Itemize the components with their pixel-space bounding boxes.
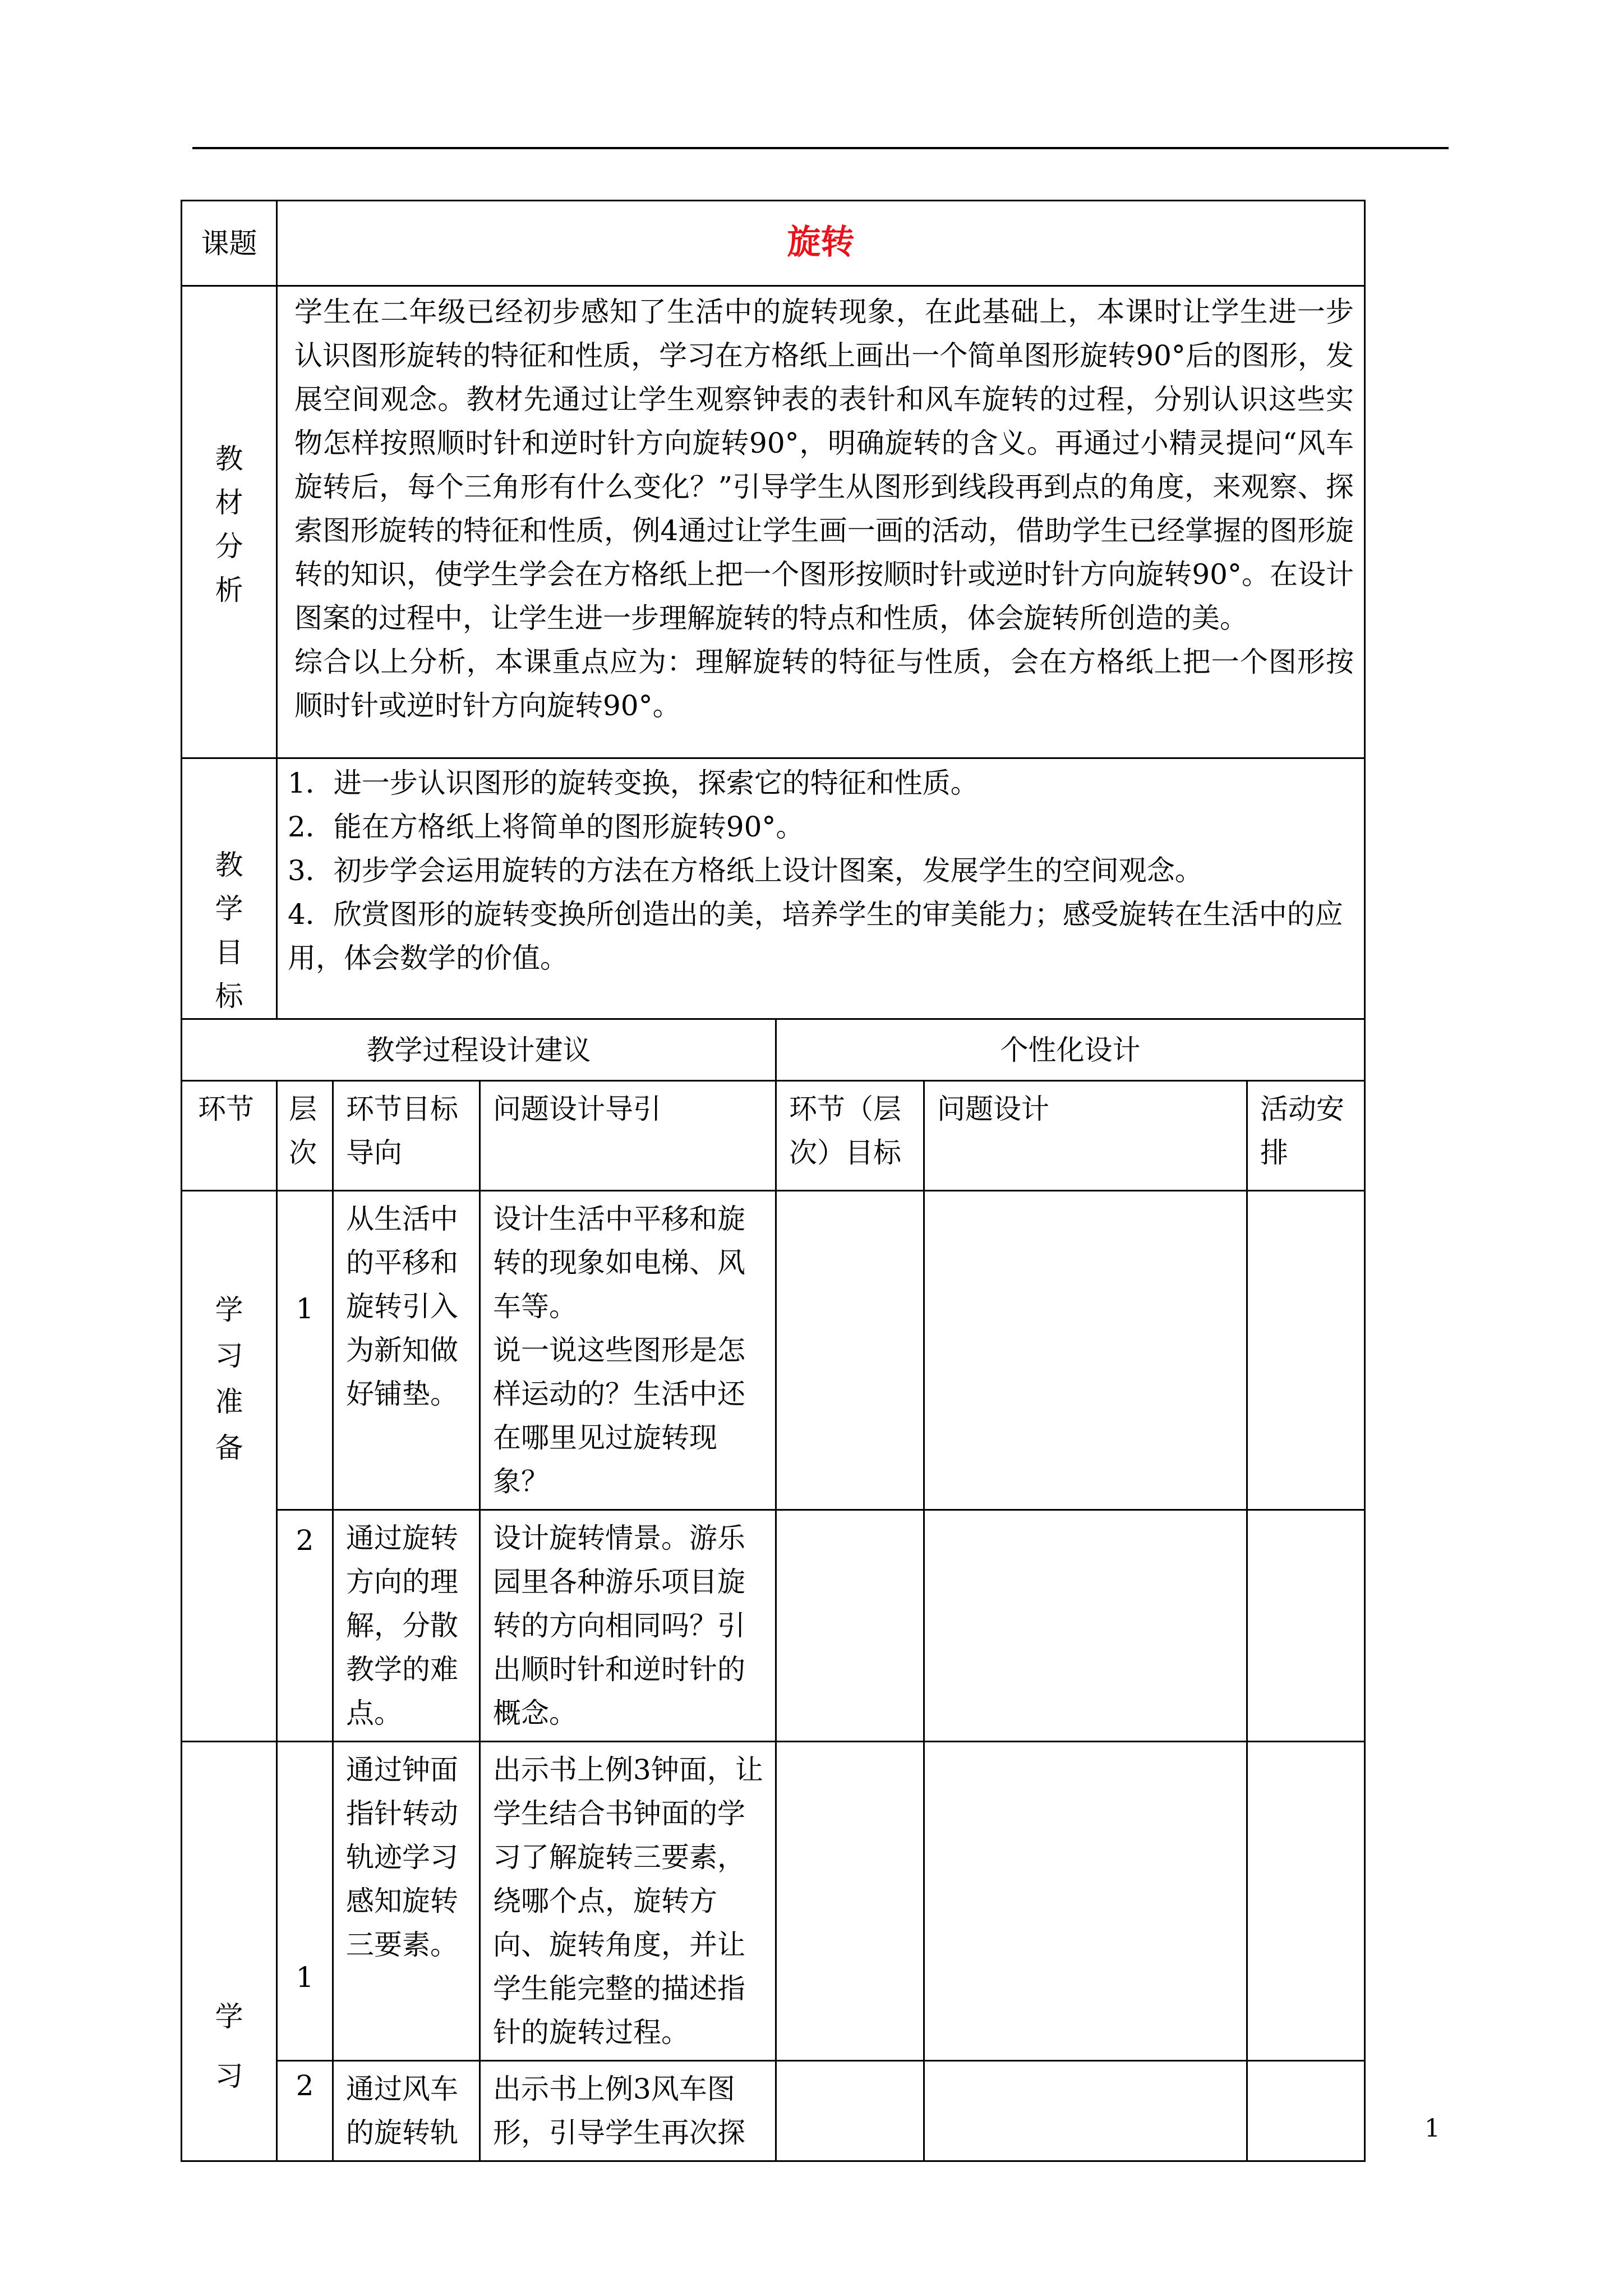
- analysis-paragraph: 学生在二年级已经初步感知了生活中的旋转现象，在此基础上，本课时让学生进一步认识图形旋转的特征和性质，学习在方格纸上画出一个简单图形旋转90°后的图形，发展空间观念。教材先通过让学生观察钟表的表针和风车旋转的过程，分别认识这些实物怎样按照顺时针和逆时针方向旋转90°，明确旋转的含义。再通过小精灵提问“风车旋转后，每个三角形有什么变化？”引导学生从图形到线段再到点的角度，来观察、探索图形旋转的特征和性质，例4通过让学生画一画的活动，借助学生已经掌握的图形旋转的知识，使学生学会在方格纸上把一个图形按顺时针或逆时针方向旋转90°。在设计图案的过程中，让学生进一步理解旋转的特点和性质，体会旋转所创造的美。: [294, 296, 1354, 634]
- process-left-header: 教学过程设计建议: [182, 1019, 776, 1081]
- personal-activity-cell: [1247, 1742, 1365, 2061]
- stage-goal: 从生活中的平移和旋转引入为新知做好铺垫。: [333, 1191, 480, 1510]
- question-guide: 设计旋转情景。游乐园里各种游乐项目旋转的方向相同吗？引出顺时针和逆时针的概念。: [480, 1510, 776, 1742]
- column-header-row: [182, 1081, 1365, 1191]
- question-guide: 出示书上例3风车图形，引导学生再次探: [480, 2061, 776, 2161]
- goals-row: [182, 758, 1365, 1019]
- col-level: 层次: [277, 1081, 333, 1191]
- col-question: 问题设计导引: [480, 1081, 776, 1191]
- analysis-summary: 综合以上分析，本课重点应为：理解旋转的特征与性质，会在方格纸上把一个图形按顺时针或逆时针方向旋转90°。: [294, 646, 1354, 722]
- goals-label: 教 学 目 标: [182, 758, 277, 1019]
- stage-goal: 通过旋转方向的理解，分散教学的难点。: [333, 1510, 480, 1742]
- table-row: [182, 1742, 1365, 2061]
- goal-item: 1．进一步认识图形的旋转变换，探索它的特征和性质。: [288, 767, 979, 799]
- process-right-header: 个性化设计: [776, 1019, 1365, 1081]
- personal-goal-cell: [776, 1191, 924, 1510]
- stage-goal: 通过风车的旋转轨: [333, 2061, 480, 2161]
- goal-item: 4．欣赏图形的旋转变换所创造出的美，培养学生的审美能力；感受旋转在生活中的应用，体会数学的价值。: [288, 898, 1343, 974]
- table-row: [182, 1191, 1365, 1510]
- table-row: [182, 2061, 1365, 2161]
- topic-row: [182, 201, 1365, 286]
- stage-label-prep: 学 习 准 备: [182, 1191, 277, 1742]
- question-guide: 出示书上例3钟面，让学生结合书钟面的学习了解旋转三要素，绕哪个点，旋转方向、旋转角度，并让学生能完整的描述指针的旋转过程。: [480, 1742, 776, 2061]
- goal-item: 3．初步学会运用旋转的方法在方格纸上设计图案，发展学生的空间观念。: [288, 854, 1203, 887]
- topic-label: 课题: [182, 201, 277, 286]
- analysis-row: [182, 286, 1365, 758]
- col-personal-question: 问题设计: [924, 1081, 1247, 1191]
- lesson-plan-table: [181, 200, 1366, 2162]
- col-personal-goal: 环节（层次）目标: [776, 1081, 924, 1191]
- table-row: [182, 1510, 1365, 1742]
- personal-question-cell: [924, 1742, 1247, 2061]
- process-header-row: [182, 1019, 1365, 1081]
- personal-activity-cell: [1247, 2061, 1365, 2161]
- col-stage: 环节: [182, 1081, 277, 1191]
- goal-item: 2．能在方格纸上将简单的图形旋转90°。: [288, 811, 804, 843]
- level-number: 1: [277, 1191, 333, 1510]
- lesson-title-cell: [277, 201, 1365, 286]
- personal-goal-cell: [776, 1742, 924, 2061]
- personal-question-cell: [924, 2061, 1247, 2161]
- page-number: 1: [1424, 2114, 1440, 2143]
- personal-goal-cell: [776, 1510, 924, 1742]
- personal-question-cell: [924, 1510, 1247, 1742]
- stage-goal: 通过钟面指针转动轨迹学习感知旋转三要素。: [333, 1742, 480, 2061]
- personal-goal-cell: [776, 2061, 924, 2161]
- level-number: 2: [277, 1510, 333, 1742]
- analysis-text: [277, 286, 1365, 758]
- col-personal-activity: 活动安排: [1247, 1081, 1365, 1191]
- header-rule: [192, 147, 1449, 149]
- personal-activity-cell: [1247, 1510, 1365, 1742]
- level-number: 2: [277, 2061, 333, 2161]
- personal-question-cell: [924, 1191, 1247, 1510]
- personal-activity-cell: [1247, 1191, 1365, 1510]
- lesson-title: 旋转: [787, 223, 855, 262]
- stage-label-study: 学 习: [182, 1742, 277, 2161]
- level-number: 1: [277, 1742, 333, 2061]
- col-goal: 环节目标导向: [333, 1081, 480, 1191]
- goals-list: [277, 758, 1365, 1019]
- question-guide: 设计生活中平移和旋转的现象如电梯、风车等。 说一说这些图形是怎样运动的？生活中还在哪里见过旋转现象？: [480, 1191, 776, 1510]
- analysis-label: 教 材 分 析: [182, 286, 277, 758]
